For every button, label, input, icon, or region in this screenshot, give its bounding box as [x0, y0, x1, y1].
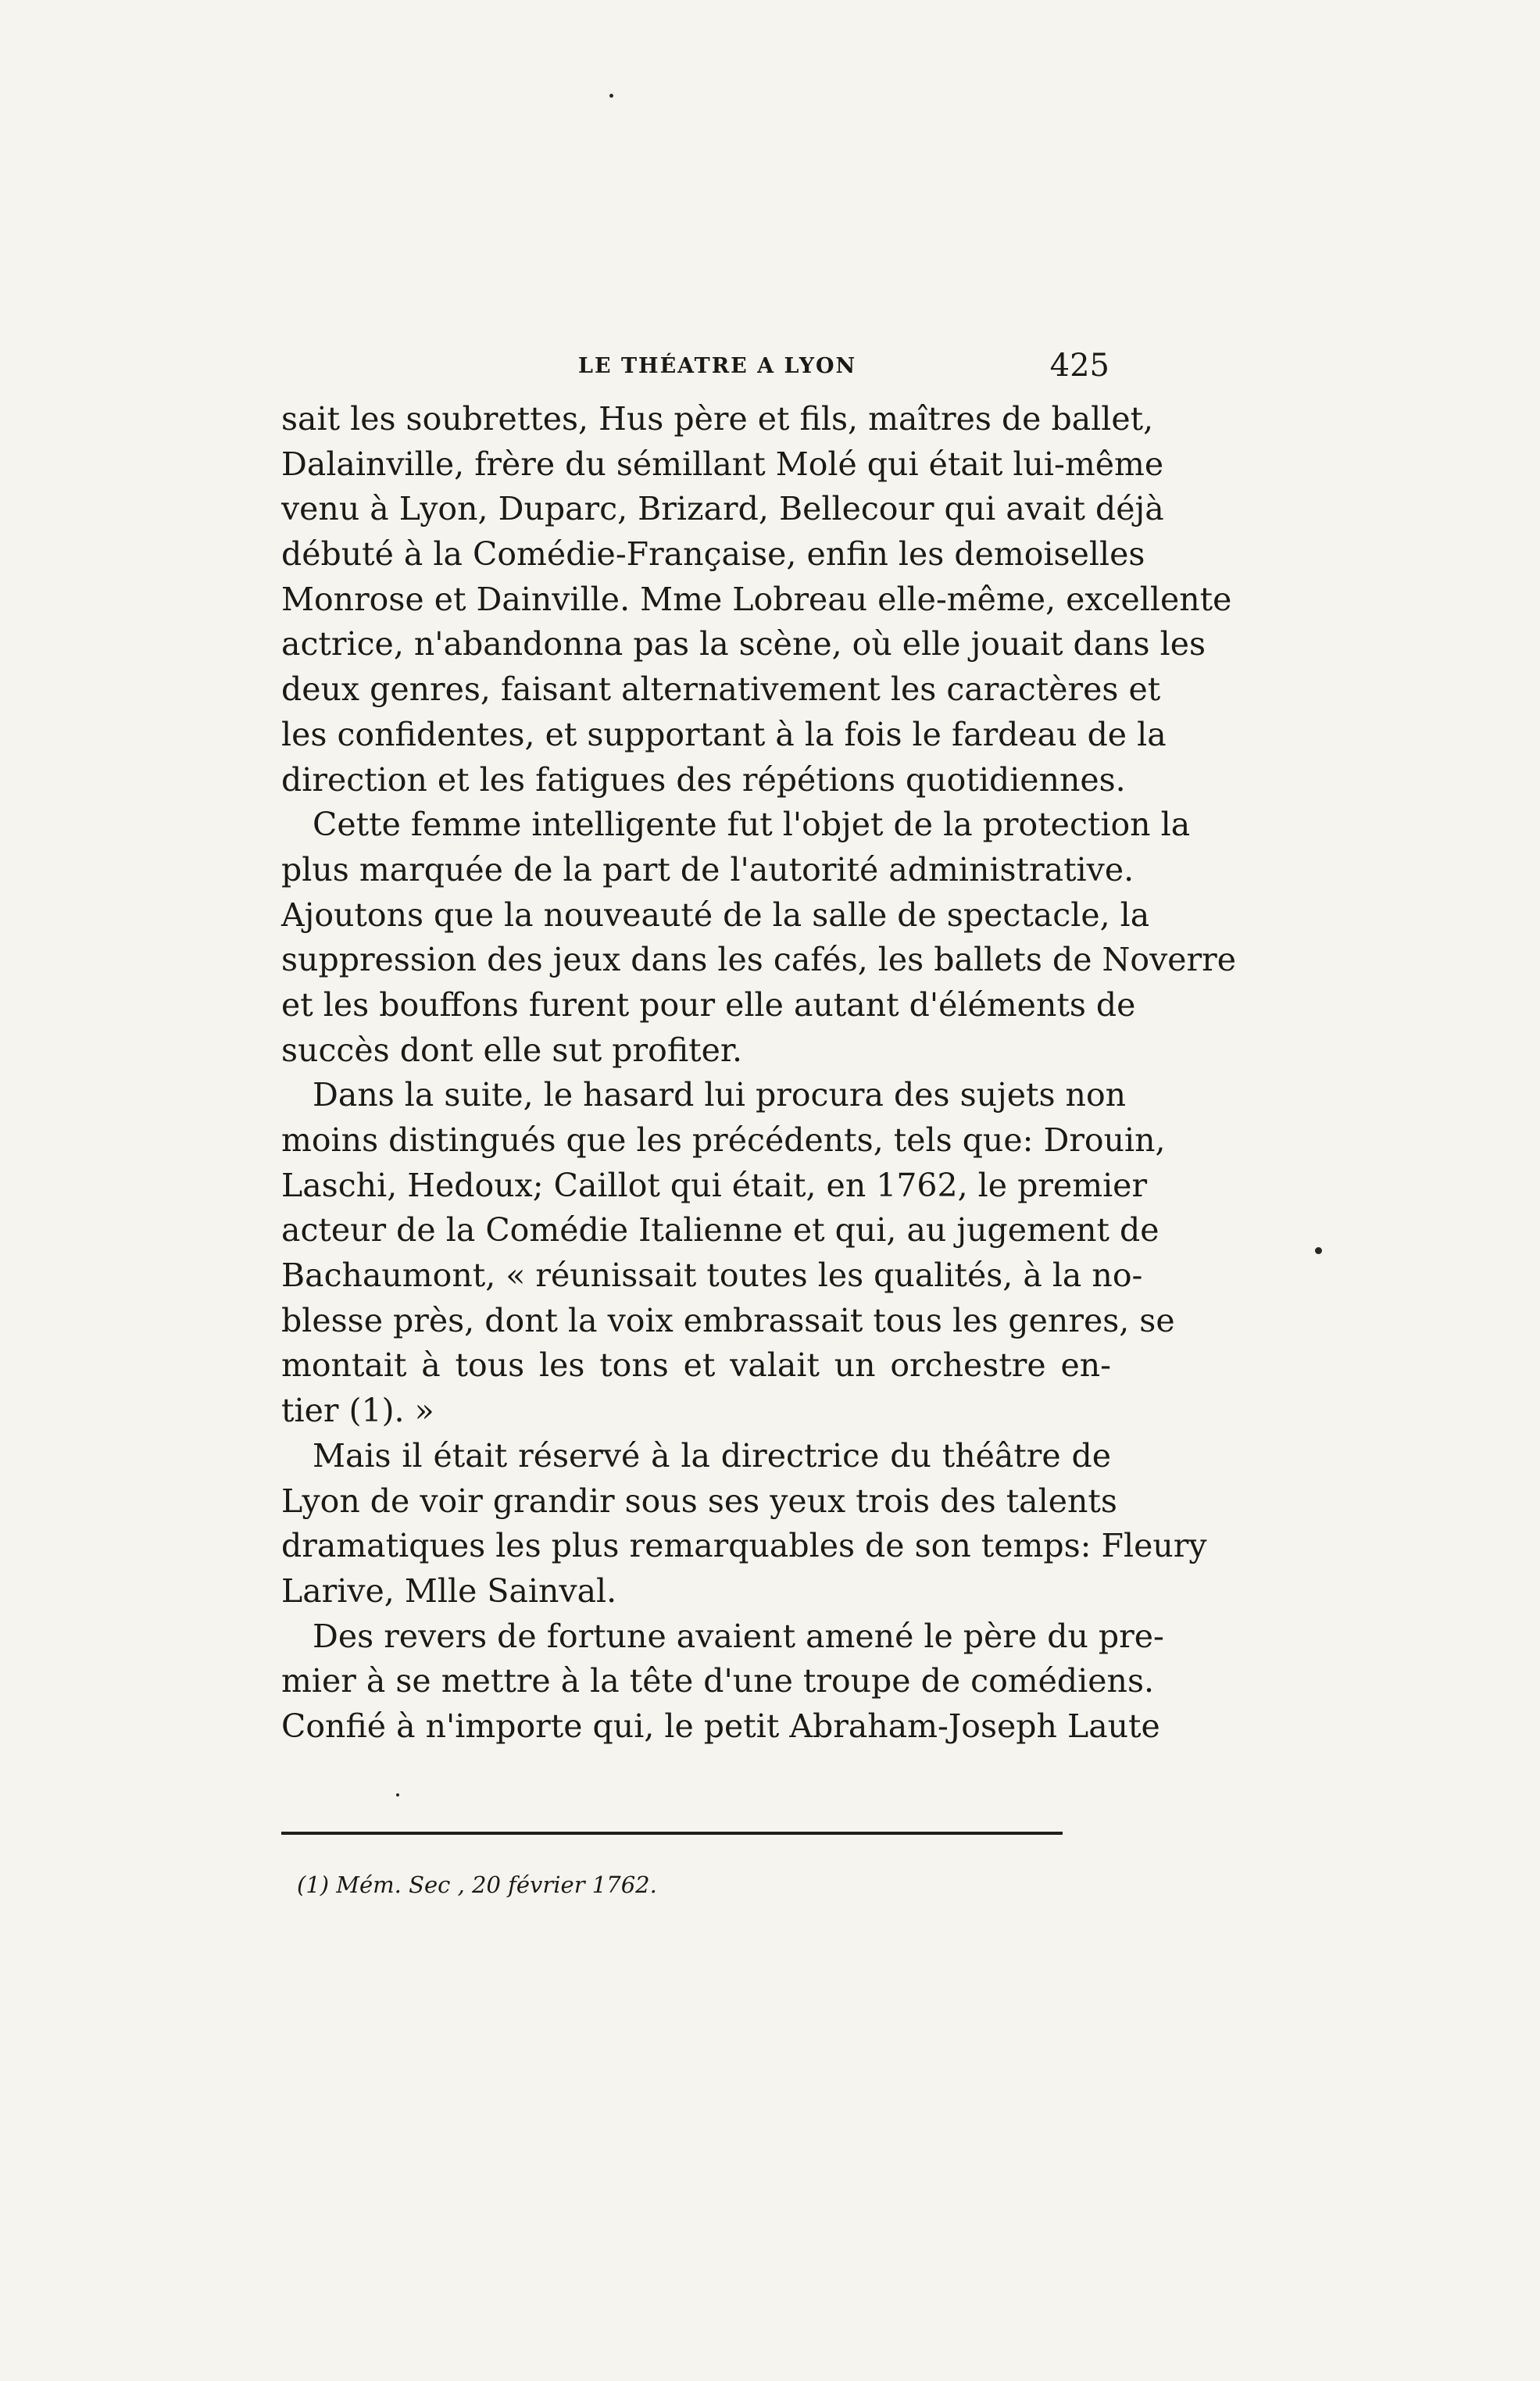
text-line: Dans la suite, le hasard lui procura des sujets non	[313, 1076, 1127, 1114]
text-line: débuté à la Comédie-Française, enfin les demoiselles	[281, 535, 1145, 574]
text-line: Cette femme intelligente fut l'objet de la protection la	[313, 806, 1191, 844]
text-line: deux genres, faisant alternativement les caractères et	[281, 670, 1161, 709]
text-line: Mais il était réservé à la directrice du théâtre de	[313, 1436, 1111, 1475]
text-line: direction et les fatigues des répétions quotidiennes.	[281, 760, 1126, 799]
text-line: succès dont elle sut profiter.	[281, 1031, 743, 1069]
ink-speck	[609, 94, 613, 98]
text-line: Laschi, Hedoux; Caillot qui était, en 1762, le premier	[281, 1166, 1148, 1204]
page-number: 425	[1049, 348, 1109, 384]
text-line: montait à tous les tons et valait un orchestre en-	[281, 1346, 1111, 1385]
text-line: moins distingués que les précédents, tels que: Drouin,	[281, 1121, 1166, 1159]
text-line: Bachaumont, « réunissait toutes les qualités, à la no-	[281, 1257, 1143, 1295]
text-line: Confié à n'importe qui, le petit Abraham-Joseph Laute	[281, 1707, 1160, 1745]
text-line: Ajoutons que la nouveauté de la salle de spectacle, la	[281, 896, 1150, 934]
text-line: Dalainville, frère du sémillant Molé qui était lui-même	[281, 445, 1164, 483]
text-line: blesse près, dont la voix embrassait tous les genres, se	[281, 1301, 1175, 1339]
text-line: acteur de la Comédie Italienne et qui, au jugement de	[281, 1211, 1159, 1249]
text-line: actrice, n'abandonna pas la scène, où elle jouait dans les	[281, 625, 1206, 663]
footnote: (1) Mém. Sec , 20 février 1762.	[297, 1872, 657, 1898]
footnote-rule	[281, 1832, 1063, 1835]
text-line: sait les soubrettes, Hus père et fils, maîtres de ballet,	[281, 400, 1154, 438]
text-line: plus marquée de la part de l'autorité administrative.	[281, 850, 1134, 888]
text-line: Larive, Mlle Sainval.	[281, 1571, 617, 1610]
text-line: Monrose et Dainville. Mme Lobreau elle-même, excellente	[281, 580, 1232, 618]
text-line: dramatiques les plus remarquables de son temps: Fleury	[281, 1527, 1207, 1565]
text-line: les confidentes, et supportant à la fois le fardeau de la	[281, 715, 1167, 753]
body-text	[281, 397, 1236, 1750]
ink-speck	[396, 1793, 399, 1796]
running-head	[281, 348, 1109, 387]
text-line: mier à se mettre à la tête d'une troupe de comédiens.	[281, 1662, 1155, 1700]
text-line: tier (1). »	[281, 1392, 434, 1430]
text-line: Lyon de voir grandir sous ses yeux trois des talents	[281, 1482, 1117, 1520]
text-line: suppression des jeux dans les cafés, les ballets de Noverre	[281, 941, 1236, 979]
text-line: et les bouffons furent pour elle autant d'éléments de	[281, 985, 1136, 1024]
running-title: LE THÉATRE A LYON	[578, 354, 857, 378]
text-line: venu à Lyon, Duparc, Brizard, Bellecour qui avait déjà	[281, 490, 1164, 528]
text-line: Des revers de fortune avaient amené le père du pre-	[313, 1617, 1164, 1655]
ink-speck	[1315, 1247, 1322, 1254]
